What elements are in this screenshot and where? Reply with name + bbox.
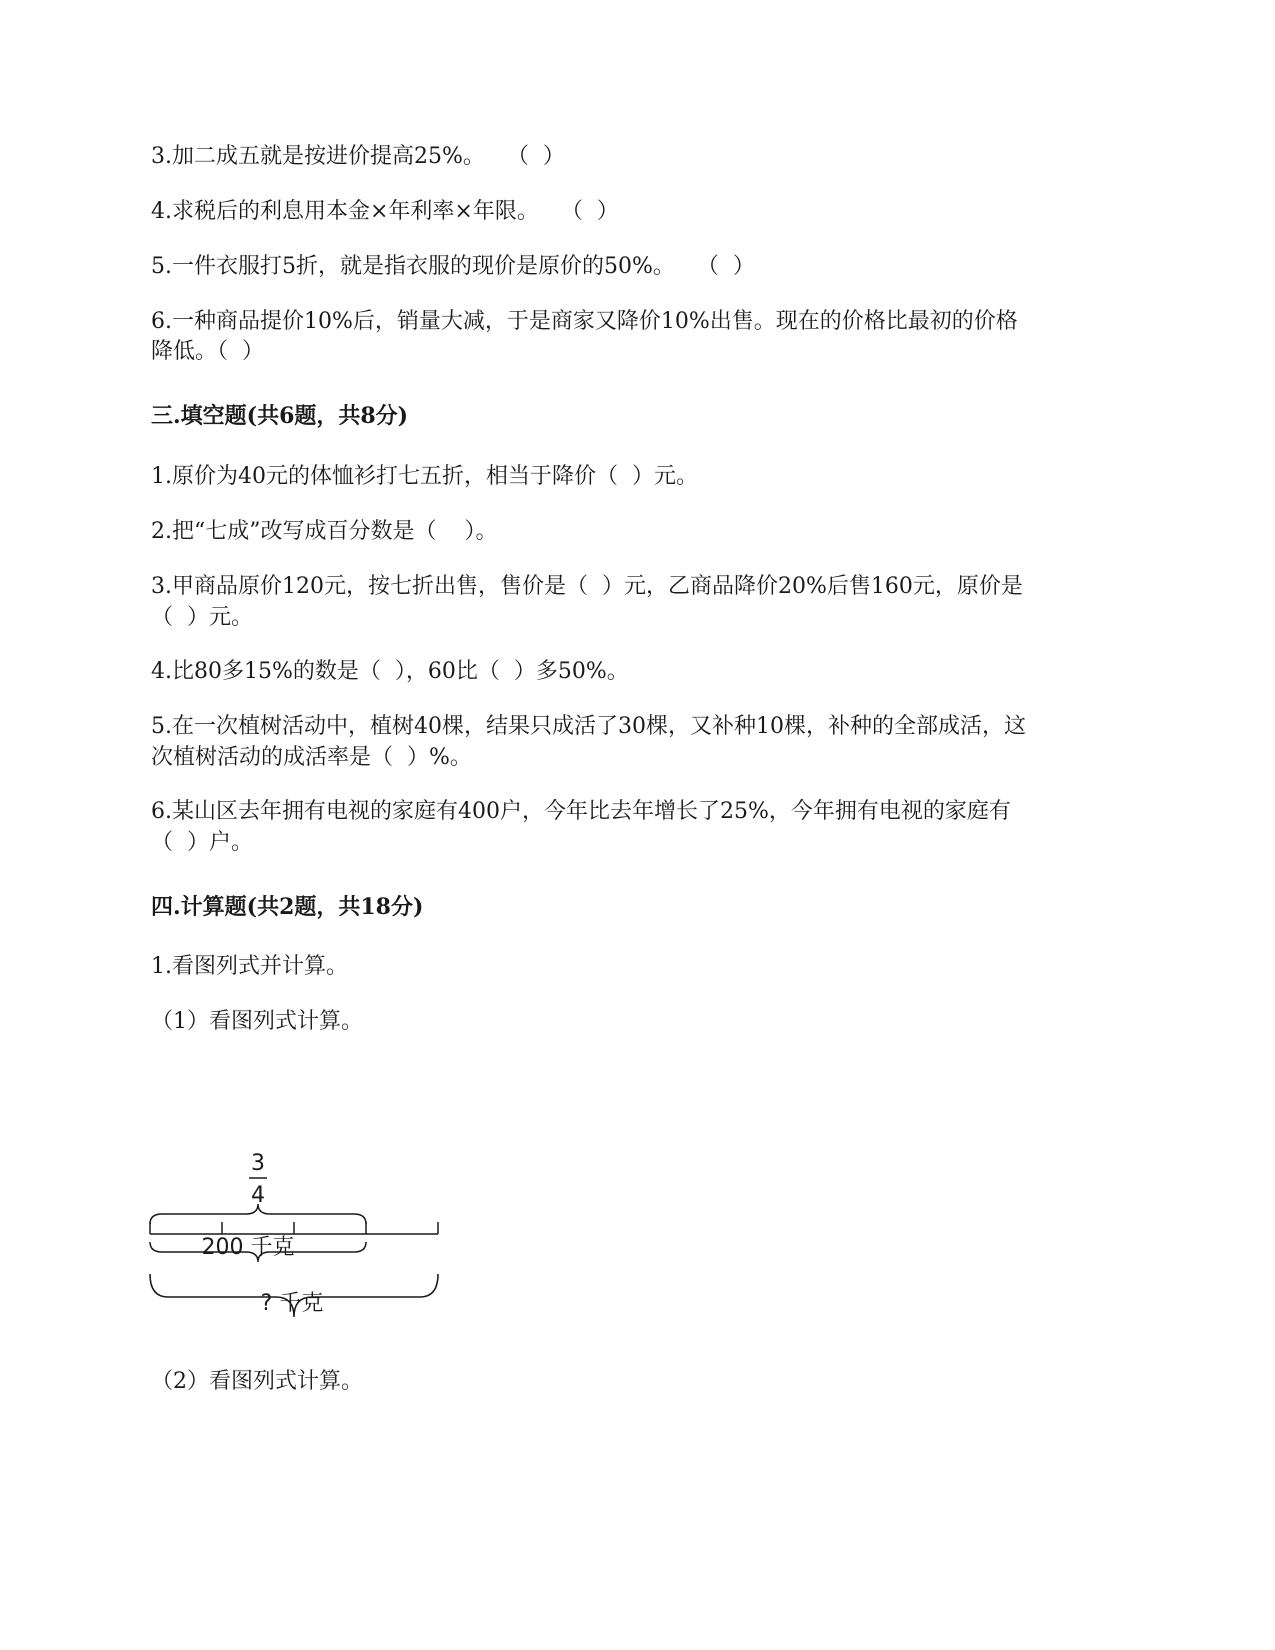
fill-question-2: 2.把“七成”改写成百分数是（ ）。 (151, 519, 498, 544)
top-brace (150, 1204, 366, 1224)
fill-question-5-line-1: 5.在一次植树活动中，植树40棵，结果只成活了30棵，又补种10棵，补种的全部成活，这 (151, 714, 1026, 739)
whole-label: ? 千克 (260, 1291, 324, 1316)
judge-question-6-line-2: 降低。（ ） (151, 339, 264, 364)
calc-question-1: 1.看图列式并计算。 (151, 954, 348, 979)
part-label: 200 千克 (201, 1235, 295, 1260)
fill-question-6-line-1: 6.某山区去年拥有电视的家庭有400户，今年比去年增长了25%，今年拥有电视的家庭有 (151, 799, 1011, 824)
judge-question-6-line-1: 6.一种商品提价10%后，销量大减，于是商家又降价10%出售。现在的价格比最初的价格 (151, 309, 1018, 334)
fill-question-3-line-2: （ ）元。 (151, 605, 253, 630)
fill-section-title: 三.填空题(共6题，共8分) (151, 403, 409, 429)
line-segment-diagram (140, 1140, 460, 1340)
fill-question-6-line-2: （ ）户。 (151, 830, 253, 855)
judge-question-3: 3.加二成五就是按进价提高25%。 （ ） (151, 144, 565, 169)
fill-question-4: 4.比80多15%的数是（ ），60比（ ）多50%。 (151, 659, 629, 684)
fill-question-5-line-2: 次植树活动的成活率是（ ）%。 (151, 745, 472, 770)
fraction-denominator: 4 (251, 1183, 265, 1208)
calc-subquestion-2: （2）看图列式计算。 (151, 1369, 363, 1394)
judge-question-5: 5.一件衣服打5折，就是指衣服的现价是原价的50%。 （ ） (151, 254, 755, 279)
calc-section-title: 四.计算题(共2题，共18分) (151, 894, 424, 920)
fill-question-3-line-1: 3.甲商品原价120元，按七折出售，售价是（ ）元，乙商品降价20%后售160元，原价是 (151, 574, 1023, 599)
judge-question-4: 4.求税后的利息用本金×年利率×年限。 （ ） (151, 199, 619, 224)
calc-subquestion-1: （1）看图列式计算。 (151, 1009, 363, 1034)
fill-question-1: 1.原价为40元的体恤衫打七五折，相当于降价（ ）元。 (151, 464, 698, 489)
fraction-numerator: 3 (251, 1151, 265, 1176)
